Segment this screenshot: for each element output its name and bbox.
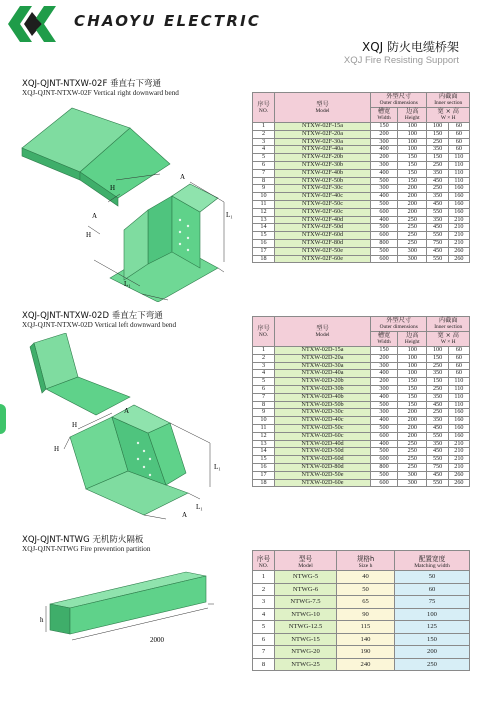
- table-cell: NTXW-02F-60e: [275, 255, 371, 263]
- table-cell: 200: [398, 185, 427, 193]
- table-cell: NTXW-02D-30c: [275, 409, 371, 417]
- table-row: [253, 247, 470, 255]
- table-cell: 300: [371, 409, 398, 417]
- table-cell: 300: [371, 161, 398, 169]
- table-cell: 500: [371, 177, 398, 185]
- table-cell: NTXW-02D-40d: [275, 440, 371, 448]
- table-cell: 600: [371, 232, 398, 240]
- table-row: [253, 432, 470, 440]
- table-cell: 125: [395, 621, 470, 634]
- table-cell: 150: [398, 161, 427, 169]
- dim-label-length: 2000: [150, 636, 164, 644]
- table-cell: 600: [371, 255, 398, 263]
- table-cell: 160: [448, 417, 469, 425]
- table-cell: 18: [253, 255, 275, 263]
- table-row: [253, 354, 470, 362]
- table-cell: 8: [253, 401, 275, 409]
- table-cell: 450: [427, 247, 448, 255]
- table-cell: NTWG-20: [275, 646, 337, 659]
- table-cell: 240: [337, 658, 395, 671]
- table-cell: NTXW-02F-30a: [275, 138, 371, 146]
- table-cell: 15: [253, 232, 275, 240]
- brand-name: CHAOYU ELECTRIC: [74, 12, 262, 30]
- table-row: [253, 571, 470, 584]
- dim-label-h-top: H: [72, 421, 78, 429]
- table-cell: 150: [398, 378, 427, 386]
- table-cell: 450: [427, 448, 448, 456]
- table-cell: 200: [398, 208, 427, 216]
- table-cell: 250: [398, 232, 427, 240]
- table-cell: 200: [371, 130, 398, 138]
- table-cell: 600: [371, 479, 398, 487]
- table-cell: 800: [371, 463, 398, 471]
- table-cell: 450: [427, 224, 448, 232]
- dim-label-a-top: A: [180, 173, 186, 181]
- table-cell: 250: [427, 362, 448, 370]
- table-cell: 115: [337, 621, 395, 634]
- table-cell: NTWG-5: [275, 571, 337, 584]
- table-cell: 400: [371, 370, 398, 378]
- table-cell: NTXW-02F-50c: [275, 200, 371, 208]
- table-cell: NTXW-02D-40c: [275, 417, 371, 425]
- table-cell: 150: [398, 169, 427, 177]
- table-row: [253, 646, 470, 659]
- partition-spec-table: 序号 NO. 型号 Model 规格h Size h 配置宽度 Matching width 1 NTWG-5 40 50 2 NTWG-6 50 60 3 NTWG-7.5 65 75 4 NTWG-10 90 100 5 NTWG-12.5 115 125 6 NTWG-15 140 150 7 NTWG-20 190 200 8 NTWG-25 240 250: [252, 550, 470, 671]
- table-cell: 550: [427, 479, 448, 487]
- table-cell: 100: [398, 123, 427, 131]
- table-cell: 250: [427, 185, 448, 193]
- table-cell: 11: [253, 424, 275, 432]
- table-cell: 65: [337, 596, 395, 609]
- table-row: [253, 479, 470, 487]
- table-cell: 4: [253, 146, 275, 154]
- table-cell: 110: [448, 154, 469, 162]
- table-cell: NTWG-12.5: [275, 621, 337, 634]
- table-cell: 75: [395, 596, 470, 609]
- table-cell: 100: [427, 123, 448, 131]
- table-cell: 210: [448, 232, 469, 240]
- table-cell: 250: [398, 456, 427, 464]
- table-cell: 50: [337, 583, 395, 596]
- table-cell: 200: [371, 378, 398, 386]
- table-cell: 9: [253, 409, 275, 417]
- table-cell: 100: [398, 370, 427, 378]
- table-cell: 350: [427, 393, 448, 401]
- table-cell: 18: [253, 479, 275, 487]
- table-cell: 100: [398, 347, 427, 355]
- table-cell: NTXW-02F-80d: [275, 239, 371, 247]
- table-cell: 200: [371, 154, 398, 162]
- table-cell: 250: [395, 658, 470, 671]
- fire-partition-illustration: [36, 566, 248, 656]
- section1-subtitle: XQJ-QJNT-NTXW-02F Vertical right downward bend: [22, 89, 179, 97]
- table-cell: 1: [253, 571, 275, 584]
- table-cell: 150: [427, 154, 448, 162]
- table-cell: NTXW-02D-20a: [275, 354, 371, 362]
- table-cell: 500: [371, 224, 398, 232]
- table-cell: 500: [371, 200, 398, 208]
- table-cell: 300: [371, 138, 398, 146]
- table-cell: 350: [427, 169, 448, 177]
- table-cell: 60: [448, 354, 469, 362]
- table-cell: 350: [427, 440, 448, 448]
- table-cell: 260: [448, 479, 469, 487]
- table-cell: 13: [253, 440, 275, 448]
- table-cell: 60: [448, 146, 469, 154]
- table-cell: 7: [253, 169, 275, 177]
- table-cell: 6: [253, 161, 275, 169]
- dim-label-l1-right: L₁: [226, 211, 233, 219]
- bend-right-spec-table: 序号 NO. 型号 Model 外型尺寸 Outer dimensions 内截面 Inner section 槽宽 Width 边高 Height 宽 × 高 W × H 1 NTXW-02F-15a 150 100 100 60 2 NTXW-02F-20a 200 100 150 60 3 NTXW-02F-30a 300 100 250 60 4 NTXW-02F-40a 400 100 350 60 5 NTXW-02F-20b 200 150 150 110 6 NTXW-02F-30b 300 150 250 110 7 NTXW-02F-40b 400 150 350 110 8 NTXW-02F-50b 500 150 450 110 9 NTXW-02F-30c 300 200 250 160 10 NTXW-02F-40c 400 200 350 160 11 NTXW-02F-50c 500 200 450 160 12 NTXW-02F-60c 600 200 550 160 13 NTXW-02F-40d 400 250 350 210 14 NTXW-02F-50d 500 250 450 210 15 NTXW-02F-60d 600 250 550 210 16 NTXW-02F-80d 800 250 750 210 17 NTXW-02F-50e 500 300 450 260 18 NTXW-02F-60e 600 300 550 260: [252, 92, 470, 263]
- table-cell: 200: [398, 409, 427, 417]
- table-cell: 160: [448, 185, 469, 193]
- table-cell: 150: [398, 401, 427, 409]
- table-cell: 250: [398, 448, 427, 456]
- table-cell: 60: [395, 583, 470, 596]
- table-cell: 600: [371, 456, 398, 464]
- table-cell: 210: [448, 216, 469, 224]
- table-cell: 500: [371, 401, 398, 409]
- page-subtitle: XQJ Fire Resisting Support: [343, 55, 459, 66]
- table-cell: 200: [398, 193, 427, 201]
- table-cell: 150: [398, 393, 427, 401]
- table-cell: 110: [448, 161, 469, 169]
- table-cell: 400: [371, 146, 398, 154]
- dim-label-h-top: H: [110, 184, 116, 192]
- table-cell: 14: [253, 224, 275, 232]
- table-cell: 90: [337, 608, 395, 621]
- dim-label-a-top: A: [124, 407, 130, 415]
- table-cell: 150: [427, 130, 448, 138]
- vertical-right-bend-illustration: [20, 102, 245, 302]
- table-cell: 210: [448, 239, 469, 247]
- table-cell: 150: [427, 354, 448, 362]
- table-cell: 400: [371, 193, 398, 201]
- table-row: [253, 633, 470, 646]
- table-cell: 400: [371, 417, 398, 425]
- table-cell: 600: [371, 208, 398, 216]
- table-row: [253, 621, 470, 634]
- table-cell: 300: [371, 362, 398, 370]
- table-cell: 160: [448, 432, 469, 440]
- section2-subtitle: XQJ-QJNT-NTXW-02D Vertical left downward bend: [22, 321, 177, 329]
- table-cell: 300: [398, 471, 427, 479]
- chaoyu-logo: [6, 4, 58, 44]
- table-row: [253, 658, 470, 671]
- table-cell: NTWG-15: [275, 633, 337, 646]
- table-cell: NTXW-02D-30a: [275, 362, 371, 370]
- table-row: [253, 130, 470, 138]
- table-cell: 350: [427, 216, 448, 224]
- table-cell: 350: [427, 193, 448, 201]
- table-row: [253, 608, 470, 621]
- table-cell: 11: [253, 200, 275, 208]
- table-cell: 100: [398, 362, 427, 370]
- table-cell: NTXW-02F-50e: [275, 247, 371, 255]
- table-cell: 100: [398, 130, 427, 138]
- table-cell: 300: [398, 247, 427, 255]
- table-cell: 450: [427, 424, 448, 432]
- table-cell: NTXW-02F-40d: [275, 216, 371, 224]
- table-cell: 250: [427, 138, 448, 146]
- table-row: [253, 583, 470, 596]
- table-cell: 160: [448, 208, 469, 216]
- table-cell: 350: [427, 370, 448, 378]
- dim-label-l1-bottom: L₁: [196, 503, 203, 511]
- table-cell: 150: [395, 633, 470, 646]
- table-cell: 100: [398, 354, 427, 362]
- table-cell: 8: [253, 177, 275, 185]
- table-cell: 250: [427, 409, 448, 417]
- table-cell: 500: [371, 247, 398, 255]
- page-edge-tab: [0, 404, 6, 434]
- table-cell: 110: [448, 385, 469, 393]
- table-cell: NTXW-02D-40a: [275, 370, 371, 378]
- table-cell: NTXW-02D-50d: [275, 448, 371, 456]
- page-title: XQJ 防火电缆桥架: [361, 40, 459, 54]
- table-cell: 250: [398, 440, 427, 448]
- table-cell: 9: [253, 185, 275, 193]
- table-cell: 150: [398, 154, 427, 162]
- table-row: [253, 208, 470, 216]
- table-cell: 100: [427, 347, 448, 355]
- table-cell: 100: [398, 138, 427, 146]
- table-cell: 110: [448, 393, 469, 401]
- table-cell: NTXW-02F-50b: [275, 177, 371, 185]
- table-cell: 260: [448, 255, 469, 263]
- table-cell: 750: [427, 463, 448, 471]
- table-cell: 6: [253, 385, 275, 393]
- table-cell: 300: [371, 385, 398, 393]
- table-cell: 400: [371, 393, 398, 401]
- table-cell: 500: [371, 471, 398, 479]
- table-cell: 550: [427, 208, 448, 216]
- table-cell: 2: [253, 354, 275, 362]
- table-cell: 1: [253, 347, 275, 355]
- table-cell: 550: [427, 232, 448, 240]
- table-cell: 150: [427, 378, 448, 386]
- table-cell: 200: [398, 417, 427, 425]
- section2-title: XQJ-QJNT-NTXW-02D 垂直左下弯通: [22, 311, 163, 321]
- table-cell: 300: [398, 255, 427, 263]
- table-cell: 200: [398, 424, 427, 432]
- table-cell: 60: [448, 138, 469, 146]
- table-cell: 16: [253, 239, 275, 247]
- table-cell: 450: [427, 471, 448, 479]
- table-cell: 15: [253, 456, 275, 464]
- table-cell: 150: [371, 123, 398, 131]
- table-cell: NTXW-02D-60e: [275, 479, 371, 487]
- table-cell: 500: [371, 424, 398, 432]
- table-cell: 550: [427, 432, 448, 440]
- table-cell: 550: [427, 255, 448, 263]
- dim-label-h-left: H: [86, 231, 92, 239]
- table-cell: 300: [371, 185, 398, 193]
- table-cell: 200: [398, 432, 427, 440]
- table-cell: 5: [253, 154, 275, 162]
- table-cell: 160: [448, 424, 469, 432]
- dim-label-l1-right: L₁: [214, 463, 221, 471]
- table-row: [253, 169, 470, 177]
- table-cell: 3: [253, 362, 275, 370]
- table-cell: 200: [371, 354, 398, 362]
- table-cell: NTXW-02D-30b: [275, 385, 371, 393]
- table-cell: 400: [371, 216, 398, 224]
- table-cell: NTXW-02F-15a: [275, 123, 371, 131]
- table-cell: NTXW-02D-40b: [275, 393, 371, 401]
- table-cell: 40: [337, 571, 395, 584]
- table-cell: 100: [398, 146, 427, 154]
- table-cell: 10: [253, 193, 275, 201]
- table-cell: 17: [253, 471, 275, 479]
- table-cell: 600: [371, 432, 398, 440]
- table-cell: 250: [398, 463, 427, 471]
- table-cell: 750: [427, 239, 448, 247]
- table-cell: NTXW-02D-50c: [275, 424, 371, 432]
- table-cell: 450: [427, 177, 448, 185]
- table-cell: NTXW-02D-50e: [275, 471, 371, 479]
- table-cell: 350: [427, 146, 448, 154]
- table-cell: NTXW-02F-60d: [275, 232, 371, 240]
- table-cell: 150: [371, 347, 398, 355]
- table-cell: NTXW-02F-30c: [275, 185, 371, 193]
- table-cell: NTWG-25: [275, 658, 337, 671]
- table-cell: NTXW-02F-20a: [275, 130, 371, 138]
- table-cell: 110: [448, 169, 469, 177]
- table-cell: 60: [448, 370, 469, 378]
- table-cell: 800: [371, 239, 398, 247]
- table-cell: 190: [337, 646, 395, 659]
- table-cell: 160: [448, 409, 469, 417]
- table-cell: 2: [253, 583, 275, 596]
- table-cell: 6: [253, 633, 275, 646]
- table-cell: 110: [448, 177, 469, 185]
- dim-label-h: h: [40, 616, 44, 624]
- table-cell: 250: [427, 385, 448, 393]
- table-cell: 160: [448, 193, 469, 201]
- table-cell: 250: [398, 224, 427, 232]
- table-cell: 110: [448, 401, 469, 409]
- table-cell: 210: [448, 224, 469, 232]
- table-cell: 1: [253, 123, 275, 131]
- table-cell: 8: [253, 658, 275, 671]
- table-cell: 3: [253, 596, 275, 609]
- table-cell: 60: [448, 130, 469, 138]
- table-cell: 450: [427, 401, 448, 409]
- table-row: [253, 393, 470, 401]
- table-cell: 300: [398, 479, 427, 487]
- dim-label-a-left: A: [92, 212, 98, 220]
- table-cell: 250: [398, 239, 427, 247]
- table-cell: 4: [253, 370, 275, 378]
- table-cell: 400: [371, 440, 398, 448]
- table-cell: 450: [427, 200, 448, 208]
- table-cell: 500: [371, 448, 398, 456]
- table-row: [253, 471, 470, 479]
- table-cell: 5: [253, 621, 275, 634]
- dim-label-h-left: H: [54, 445, 60, 453]
- table-cell: NTWG-7.5: [275, 596, 337, 609]
- table-cell: 7: [253, 646, 275, 659]
- table-cell: 400: [371, 169, 398, 177]
- table-cell: 150: [398, 177, 427, 185]
- table-cell: 60: [448, 362, 469, 370]
- table-cell: 7: [253, 393, 275, 401]
- table-cell: 60: [448, 123, 469, 131]
- section3-title: XQJ-QJNT-NTWG 无机防火隔板: [22, 535, 144, 545]
- table-cell: NTXW-02D-60d: [275, 456, 371, 464]
- table-cell: 260: [448, 247, 469, 255]
- table-cell: 210: [448, 440, 469, 448]
- table-cell: 5: [253, 378, 275, 386]
- table-cell: 12: [253, 432, 275, 440]
- table-cell: NTXW-02D-20b: [275, 378, 371, 386]
- table-cell: 3: [253, 138, 275, 146]
- table-cell: 160: [448, 200, 469, 208]
- table-cell: NTXW-02D-80d: [275, 463, 371, 471]
- table-cell: 13: [253, 216, 275, 224]
- table-cell: 210: [448, 448, 469, 456]
- table-cell: 2: [253, 130, 275, 138]
- table-cell: 250: [427, 161, 448, 169]
- table-cell: 16: [253, 463, 275, 471]
- section1-title: XQJ-QJNT-NTXW-02F 垂直右下弯通: [22, 79, 162, 89]
- table-cell: 260: [448, 471, 469, 479]
- table-cell: NTXW-02D-15a: [275, 347, 371, 355]
- table-cell: NTWG-6: [275, 583, 337, 596]
- table-cell: NTXW-02F-40a: [275, 146, 371, 154]
- table-cell: NTXW-02F-20b: [275, 154, 371, 162]
- table-cell: 550: [427, 456, 448, 464]
- table-cell: 100: [395, 608, 470, 621]
- table-cell: 250: [398, 216, 427, 224]
- dim-label-l1-bottom: L₁: [124, 280, 131, 288]
- table-cell: 60: [448, 347, 469, 355]
- table-cell: NTXW-02D-60c: [275, 432, 371, 440]
- table-cell: 210: [448, 456, 469, 464]
- table-cell: NTXW-02F-50d: [275, 224, 371, 232]
- table-cell: 210: [448, 463, 469, 471]
- table-cell: NTXW-02F-40b: [275, 169, 371, 177]
- table-cell: 200: [398, 200, 427, 208]
- table-cell: 4: [253, 608, 275, 621]
- table-cell: 14: [253, 448, 275, 456]
- table-cell: 50: [395, 571, 470, 584]
- section3-subtitle: XQJ-QJNT-NTWG Fire prevention partition: [22, 545, 151, 553]
- vertical-left-bend-illustration: [20, 333, 245, 521]
- bend-left-spec-table: 序号 NO. 型号 Model 外型尺寸 Outer dimensions 内截面 Inner section 槽宽 Width 边高 Height 宽 × 高 W × H 1 NTXW-02D-15a 150 100 100 60 2 NTXW-02D-20a 200 100 150 60 3 NTXW-02D-30a 300 100 250 60 4 NTXW-02D-40a 400 100 350 60 5 NTXW-02D-20b 200 150 150 110 6 NTXW-02D-30b 300 150 250 110 7 NTXW-02D-40b 400 150 350 110 8 NTXW-02D-50b 500 150 450 110 9 NTXW-02D-30c 300 200 250 160 10 NTXW-02D-40c 400 200 350 160 11 NTXW-02D-50c 500 200 450 160 12 NTXW-02D-60c 600 200 550 160 13 NTXW-02D-40d 400 250 350 210 14 NTXW-02D-50d 500 250 450 210 15 NTXW-02D-60d 600 250 550 210 16 NTXW-02D-80d 800 250 750 210 17 NTXW-02D-50e 500 300 450 260 18 NTXW-02D-60e 600 300 550 260: [252, 316, 470, 487]
- table-row: [253, 255, 470, 263]
- table-row: [253, 596, 470, 609]
- table-cell: NTWG-10: [275, 608, 337, 621]
- table-cell: 350: [427, 417, 448, 425]
- table-cell: 200: [395, 646, 470, 659]
- table-cell: 140: [337, 633, 395, 646]
- table-cell: 150: [398, 385, 427, 393]
- table-cell: 12: [253, 208, 275, 216]
- table-cell: NTXW-02F-40c: [275, 193, 371, 201]
- table-cell: 110: [448, 378, 469, 386]
- dim-label-a-bottom: A: [182, 511, 188, 519]
- table-cell: NTXW-02F-60c: [275, 208, 371, 216]
- table-cell: 17: [253, 247, 275, 255]
- table-cell: 10: [253, 417, 275, 425]
- table-cell: NTXW-02D-50b: [275, 401, 371, 409]
- table-cell: NTXW-02F-30b: [275, 161, 371, 169]
